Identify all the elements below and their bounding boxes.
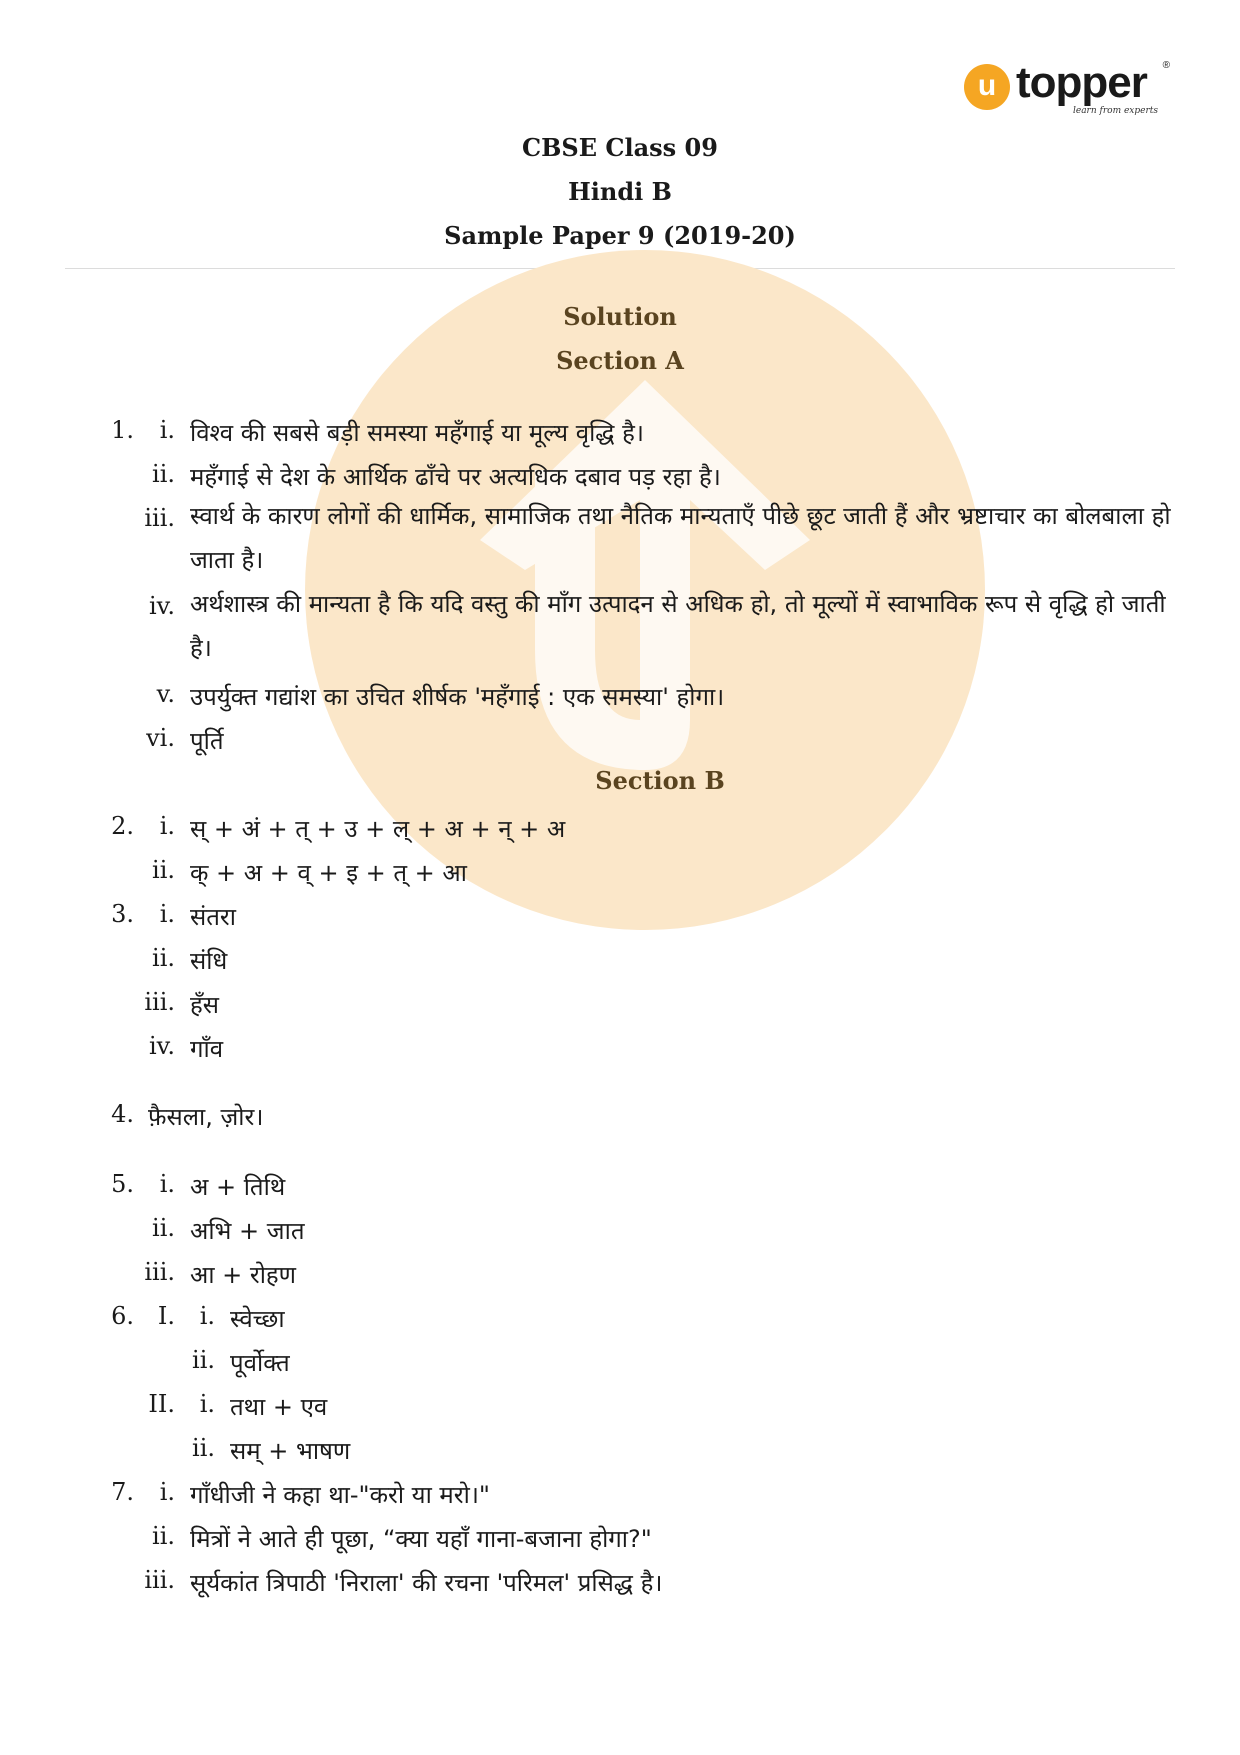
item-label: i.: [159, 900, 175, 928]
answer-text: संधि: [190, 947, 228, 975]
answer-text: क् + अ + व् + इ + त् + आ: [190, 859, 467, 887]
logo-mark: u: [964, 64, 1010, 110]
item-label: i.: [159, 1478, 175, 1506]
logo-tagline: learn from experts: [1072, 106, 1158, 116]
item-label: ii.: [152, 944, 175, 972]
section-a-heading: Section A: [556, 346, 684, 375]
answer-text: स्वार्थ के कारण लोगों की धार्मिक, सामाजिक तथा नैतिक मान्यताएँ पीछे छूट जाती हैं और भ्रष्टाचार का बोलबाला हो जाता है।: [190, 502, 1171, 574]
item-label: v.: [156, 680, 175, 708]
item-label: i.: [199, 1390, 215, 1418]
item-label: iv.: [148, 592, 175, 620]
item-label: ii.: [152, 460, 175, 488]
paper-title: Sample Paper 9 (2019-20): [444, 221, 796, 250]
answer-text: स् + अं + त् + उ + ल् + अ + न् + अ: [190, 815, 566, 843]
question-number: 1.: [111, 416, 134, 444]
logo-wordmark: topper: [1016, 58, 1147, 107]
answer-text: गाँधीजी ने कहा था-"करो या मरो।": [190, 1481, 490, 1509]
answer-text: फ़ैसला, ज़ोर।: [148, 1103, 264, 1131]
question-number: 4.: [111, 1100, 134, 1128]
answer-text: विश्व की सबसे बड़ी समस्या महँगाई या मूल्य वृद्धि है।: [190, 419, 644, 447]
item-label: i.: [159, 1170, 175, 1198]
answer-text: अ + तिथि: [190, 1173, 286, 1201]
answer-text: पूर्ति: [190, 727, 224, 755]
answer-text: सूर्यकांत त्रिपाठी 'निराला' की रचना 'परिमल' प्रसिद्ध है।: [190, 1569, 663, 1597]
item-label: i.: [159, 416, 175, 444]
answer-text: हँस: [190, 991, 219, 1019]
item-label: ii.: [152, 1214, 175, 1242]
item-label: vi.: [146, 724, 175, 752]
answer-text: गाँव: [190, 1035, 224, 1063]
question-number: 3.: [111, 900, 134, 928]
answer-text: तथा + एव: [230, 1393, 328, 1421]
answer-text: मित्रों ने आते ही पूछा, “क्या यहाँ गाना-बजाना होगा?": [190, 1525, 652, 1553]
answer-text: अर्थशास्त्र की मान्यता है कि यदि वस्तु की माँग उत्पादन से अधिक हो, तो मूल्यों में स्वाभाविक रूप से वृद्धि हो जाती है।: [190, 590, 1166, 662]
answer-text: सम् + भाषण: [230, 1437, 351, 1465]
question-number: 6.: [111, 1302, 134, 1330]
answer-text: आ + रोहण: [190, 1261, 297, 1289]
item-label: ii.: [152, 1522, 175, 1550]
answer-text: महँगाई से देश के आर्थिक ढाँचे पर अत्यधिक दबाव पड़ रहा है।: [190, 463, 721, 491]
answer-text: संतरा: [190, 903, 236, 931]
item-label: ii.: [192, 1346, 215, 1374]
question-number: 7.: [111, 1478, 134, 1506]
answer-text: उपर्युक्त गद्यांश का उचित शीर्षक 'महँगाई : एक समस्या' होगा।: [190, 683, 725, 711]
item-label: iii.: [144, 1258, 175, 1286]
item-label: iii.: [144, 988, 175, 1016]
part-label: I.: [157, 1302, 175, 1330]
registered-mark: ®: [1162, 60, 1170, 71]
question-number: 2.: [111, 812, 134, 840]
solution-heading: Solution: [563, 302, 677, 331]
section-b-heading: Section B: [595, 766, 725, 795]
item-label: ii.: [152, 856, 175, 884]
answer-text: स्वेच्छा: [230, 1305, 285, 1333]
subject-title: Hindi B: [568, 177, 672, 206]
exam-title: CBSE Class 09: [522, 133, 718, 162]
item-label: ii.: [192, 1434, 215, 1462]
answer-text: पूर्वोक्त: [230, 1349, 290, 1377]
item-label: i.: [199, 1302, 215, 1330]
item-label: i.: [159, 812, 175, 840]
item-label: iii.: [144, 1566, 175, 1594]
question-number: 5.: [111, 1170, 134, 1198]
answer-text: अभि + जात: [190, 1217, 305, 1245]
item-label: iv.: [148, 1032, 175, 1060]
item-label: iii.: [144, 504, 175, 532]
part-label: II.: [148, 1390, 175, 1418]
